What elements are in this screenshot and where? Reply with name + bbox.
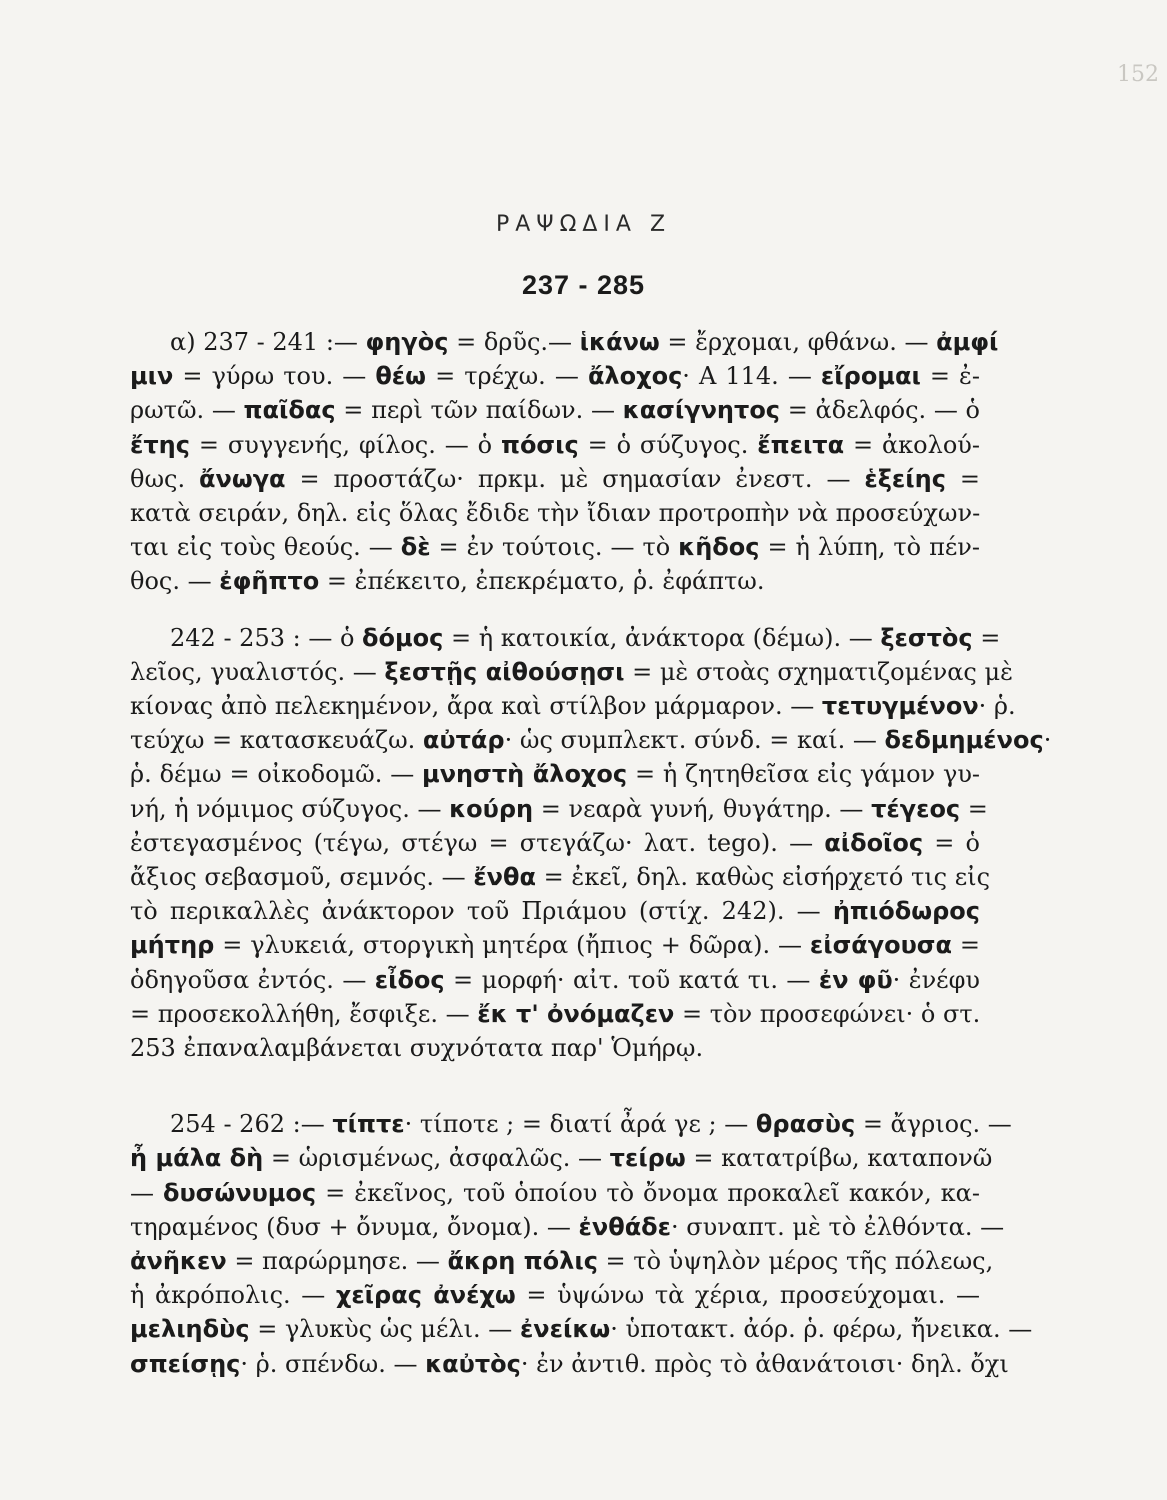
text-line: τηραμένος (δυσ + ὄνυμα, ὄνομα). — ἐνθάδε· συναπτ. μὲ τὸ ἐλθόντα. — <box>130 1212 1005 1241</box>
chapter-title: ΡΑΨΩΔΙΑ Ζ <box>495 212 672 237</box>
text-line: — δυσώνυμος = ἐκεῖνος, τοῦ ὁποίου τὸ ὄνομα προκαλεῖ κακόν, κα- <box>130 1178 980 1207</box>
text-line: 253 ἐπαναλαμβάνεται συχνότατα παρ' Ὁμήρῳ. <box>130 1034 704 1063</box>
text-line: θος. — ἐφῆπτο = ἐπέκειτο, ἐπεκρέματο, ῥ. ἐφάπτω. <box>130 567 765 596</box>
text-line: ται εἰς τοὺς θεούς. — δὲ = ἐν τούτοις. — τὸ κῆδος = ἡ λύπη, τὸ πέν- <box>130 533 980 562</box>
verse-range-heading: 237 - 285 <box>521 270 646 300</box>
text-line: ῥ. δέμω = οἰκοδομῶ. — μνηστὴ ἄλοχος = ἡ ζητηθεῖσα εἰς γάμον γυ- <box>130 760 981 789</box>
text-line: ἄξιος σεβασμοῦ, σεμνός. — ἔνθα = ἐκεῖ, δηλ. καθὼς εἰσήρχετό τις εἰς <box>130 863 991 892</box>
text-line: κατὰ σειράν, δηλ. εἰς ὅλας ἔδιδε τὴν ἴδιαν προτροπὴν νὰ προσεύχων- <box>130 499 981 528</box>
text-line: α) 237 - 241 :— φηγὸς = δρῦς.— ἱκάνω = ἔρχομαι, φθάνω. — ἀμφί <box>170 328 999 356</box>
text-line: τεύχω = κατασκευάζω. αὐτάρ· ὡς συμπλεκτ. σύνδ. = καί. — δεδμημένος· <box>130 726 1052 755</box>
text-line: ἔτης = συγγενής, φίλος. — ὁ πόσις = ὁ σύζυγος. ἔπειτα = ἀκολού- <box>130 430 980 459</box>
text-line: ἐστεγασμένος (τέγω, στέγω = στεγάζω· λατ. tego). — αἰδοῖος = ὁ <box>130 828 980 857</box>
text-line: λεῖος, γυαλιστός. — ξεστῇς αἰθούσῃσι = μὲ στοὰς σχηματιζομένας μὲ <box>130 657 1013 686</box>
text-line: 242 - 253 : — ὁ δόμος = ἡ κατοικία, ἀνάκτορα (δέμω). — ξεστὸς = <box>170 623 1001 652</box>
text-line: 254 - 262 :— τίπτε· τίποτε ; = διατί ἆρά γε ; — θρασὺς = ἄγριος. — <box>170 1110 1012 1139</box>
paragraph-237-241 <box>130 325 999 599</box>
text-line: σπείσῃς· ῥ. σπένδω. — καὐτὸς· ἐν ἀντιθ. πρὸς τὸ ἀθανάτοισι· δηλ. ὄχι <box>130 1349 1009 1378</box>
text-line: νή, ἡ νόμιμος σύζυγος. — κούρη = νεαρὰ γυνή, θυγάτηρ. — τέγεος = <box>130 794 988 823</box>
page-number: 152 <box>1117 62 1159 87</box>
text-line: μιν = γύρω του. — θέω = τρέχω. — ἄλοχος· Α 114. — εἴρομαι = ἐ- <box>130 362 981 391</box>
text-line: ἡ ἀκρόπολις. — χεῖρας ἀνέχω = ὑψώνω τὰ χέρια, προσεύχομαι. — <box>130 1281 980 1310</box>
commentary-body <box>130 325 1052 1381</box>
text-line: = προσεκολλήθη, ἔσφιξε. — ἔκ τ' ὀνόμαζεν = τὸν προσεφώνει· ὁ στ. <box>130 999 981 1028</box>
text-line: μελιηδὺς = γλυκὺς ὡς μέλι. — ἐνείκω· ὑποτακτ. ἀόρ. ῥ. φέρω, ἤνεικα. — <box>130 1315 1033 1344</box>
text-line: τὸ περικαλλὲς ἀνάκτορον τοῦ Πριάμου (στίχ. 242). — ἠπιόδωρος <box>130 897 980 926</box>
text-line: ἀνῆκεν = παρώρμησε. — ἄκρη πόλις = τὸ ὑψηλὸν μέρος τῆς πόλεως, <box>130 1247 994 1276</box>
paragraph-242-253 <box>130 621 1052 1066</box>
text-line: ρωτῶ. — παῖδας = περὶ τῶν παίδων. — κασίγνητος = ἀδελφός. — ὁ <box>130 396 980 425</box>
paragraph-254-262 <box>130 1107 1033 1381</box>
text-line: κίονας ἀπὸ πελεκημένον, ἄρα καὶ στίλβον μάρμαρον. — τετυγμένον· ῥ. <box>130 692 1016 721</box>
text-line: μήτηρ = γλυκειά, στοργικὴ μητέρα (ἤπιος + δῶρα). — εἰσάγουσα = <box>130 931 980 960</box>
text-line: θως. ἄνωγα = προστάζω· πρκμ. μὲ σημασίαν ἐνεστ. — ἑξείης = <box>130 464 980 493</box>
text-line: ὁδηγοῦσα ἐντός. — εἶδος = μορφή· αἰτ. τοῦ κατά τι. — ἐν φῦ· ἐνέφυ <box>130 965 980 994</box>
text-line: ἦ μάλα δὴ = ὡρισμένως, ἀσφαλῶς. — τείρω = κατατρίβω, καταπονῶ <box>130 1144 993 1173</box>
